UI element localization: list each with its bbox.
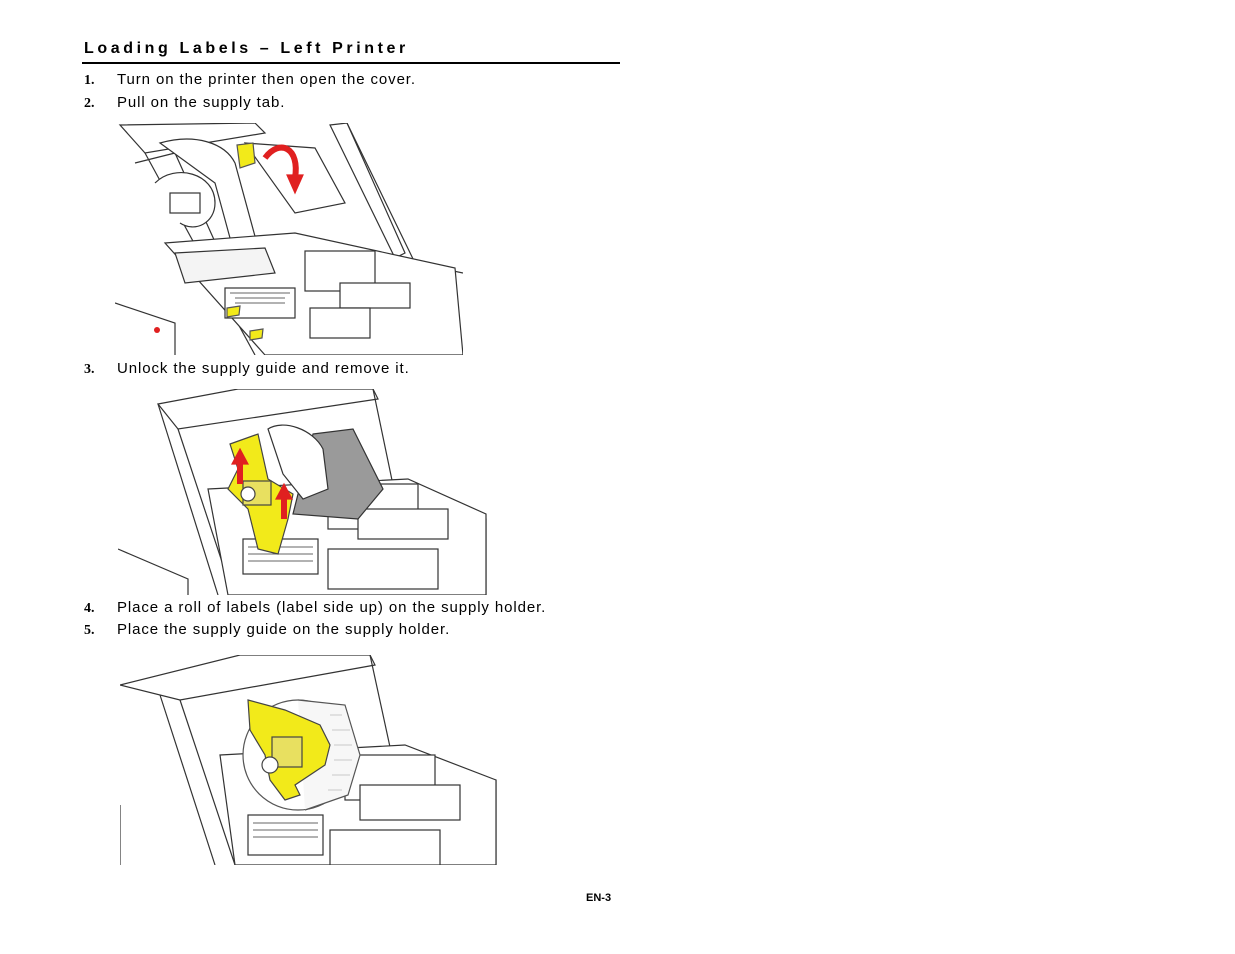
step-2 — [84, 94, 285, 112]
step-number: 1. — [84, 73, 95, 88]
step-text: Place a roll of labels (label side up) on the supply holder. — [117, 599, 547, 616]
step-text: Place the supply guide on the supply holder. — [117, 621, 451, 638]
figure-pull-supply-tab — [115, 123, 463, 355]
step-5 — [84, 621, 450, 639]
step-number: 4. — [84, 601, 95, 616]
step-number: 5. — [84, 623, 95, 638]
step-4 — [84, 599, 546, 617]
step-number: 2. — [84, 96, 95, 111]
step-3 — [84, 360, 410, 378]
title-underline — [82, 62, 620, 64]
page-title: Loading Labels – Left Printer — [84, 40, 409, 57]
step-text: Turn on the printer then open the cover. — [117, 71, 416, 88]
step-1 — [84, 71, 416, 89]
figure-place-supply-guide — [120, 655, 498, 865]
step-number: 3. — [84, 362, 95, 377]
figure-unlock-supply-guide — [118, 389, 488, 595]
step-text: Pull on the supply tab. — [117, 94, 286, 111]
step-text: Unlock the supply guide and remove it. — [117, 360, 410, 377]
page-number: EN-3 — [586, 892, 612, 904]
